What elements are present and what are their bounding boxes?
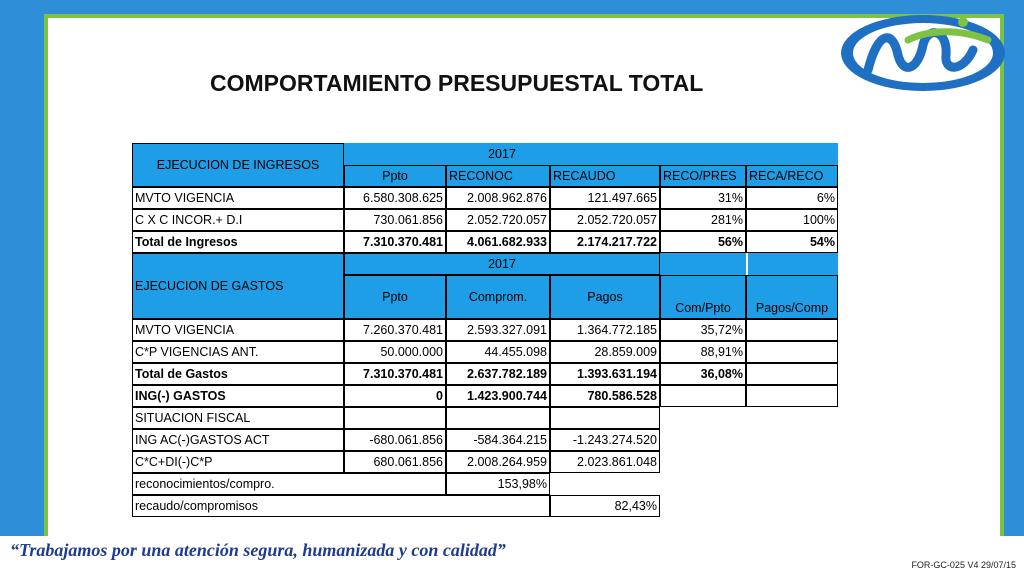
table-cell: 1.393.631.194	[550, 363, 660, 385]
table-row-label: MVTO VIGENCIA	[132, 187, 344, 209]
gastos-section-label: EJECUCION DE GASTOS	[132, 253, 344, 319]
table-cell: 35,72%	[660, 319, 746, 341]
ingresos-section-label: EJECUCION DE INGRESOS	[132, 143, 344, 187]
hospital-logo	[838, 10, 1008, 96]
table-cell: 36,08%	[660, 363, 746, 385]
left-blue-band	[0, 0, 44, 536]
table-cell: 7.260.370.481	[344, 319, 446, 341]
table-cell: -1.243.274.520	[550, 429, 660, 451]
table-cell: 153,98%	[446, 473, 550, 495]
table-cell: 121.497.665	[550, 187, 660, 209]
table-cell: 44.455.098	[446, 341, 550, 363]
ingresos-col-recaudo: RECAUDO	[550, 165, 660, 187]
table-cell: 2.052.720.057	[550, 209, 660, 231]
gastos-col-comprom: Comprom.	[446, 275, 550, 319]
table-cell: 780.586.528	[550, 385, 660, 407]
table-cell: 6%	[746, 187, 838, 209]
page-title: COMPORTAMIENTO PRESUPUESTAL TOTAL	[210, 70, 704, 96]
table-cell: 2.008.962.876	[446, 187, 550, 209]
table-row-label: reconocimientos/compro.	[132, 473, 446, 495]
table-cell: 2.052.720.057	[446, 209, 550, 231]
table-cell: 50.000.000	[344, 341, 446, 363]
table-row-label: recaudo/compromisos	[132, 495, 550, 517]
table-cell: 2.593.327.091	[446, 319, 550, 341]
ingresos-col-reca-reco: RECA/RECO	[746, 165, 838, 187]
slogan: “Trabajamos por una atención segura, humanizada y con calidad”	[10, 540, 506, 560]
ingresos-col-reconoc: RECONOC	[446, 165, 550, 187]
table-cell: 82,43%	[550, 495, 660, 517]
table-cell: -584.364.215	[446, 429, 550, 451]
table-cell: 4.061.682.933	[446, 231, 550, 253]
table-cell: 281%	[660, 209, 746, 231]
table-row-label: MVTO VIGENCIA	[132, 319, 344, 341]
gastos-col-pagos: Pagos	[550, 275, 660, 319]
table-row-label: SITUACION FISCAL	[132, 407, 344, 429]
table-cell: 6.580.308.625	[344, 187, 446, 209]
table-row-label: Total de Ingresos	[132, 231, 344, 253]
table-row-label: Total de Gastos	[132, 363, 344, 385]
table-cell: 88,91%	[660, 341, 746, 363]
table-row-label: ING(-) GASTOS	[132, 385, 344, 407]
table-cell: 2.023.861.048	[550, 451, 660, 473]
table-cell: 7.310.370.481	[344, 231, 446, 253]
table-cell: 31%	[660, 187, 746, 209]
table-row-label: C*P VIGENCIAS ANT.	[132, 341, 344, 363]
table-cell: 2.008.264.959	[446, 451, 550, 473]
table-row-label: C X C INCOR.+ D.I	[132, 209, 344, 231]
table-cell: 100%	[746, 209, 838, 231]
table-cell: 0	[344, 385, 446, 407]
table-cell: 7.310.370.481	[344, 363, 446, 385]
table-cell: 2.637.782.189	[446, 363, 550, 385]
gastos-col-com-ppto: Com/Ppto	[660, 275, 746, 319]
ingresos-year: 2017	[344, 143, 660, 165]
table-cell: 680.061.856	[344, 451, 446, 473]
table-cell: 730.061.856	[344, 209, 446, 231]
table-row-label: C*C+DI(-)C*P	[132, 451, 344, 473]
table-cell: -680.061.856	[344, 429, 446, 451]
table-cell: 1.423.900.744	[446, 385, 550, 407]
document-code: FOR-GC-025 V4 29/07/15	[911, 560, 1016, 570]
gastos-col-pagos-comp: Pagos/Comp	[746, 275, 838, 319]
gastos-year: 2017	[344, 253, 660, 275]
gastos-col-ppto: Ppto	[344, 275, 446, 319]
table-cell: 28.859.009	[550, 341, 660, 363]
table-cell: 56%	[660, 231, 746, 253]
table-row-label: ING AC(-)GASTOS ACT	[132, 429, 344, 451]
ingresos-col-ppto: Ppto	[344, 165, 446, 187]
table-cell: 54%	[746, 231, 838, 253]
table-cell: 1.364.772.185	[550, 319, 660, 341]
table-cell: 2.174.217.722	[550, 231, 660, 253]
ingresos-col-reco-pres: RECO/PRES	[660, 165, 746, 187]
